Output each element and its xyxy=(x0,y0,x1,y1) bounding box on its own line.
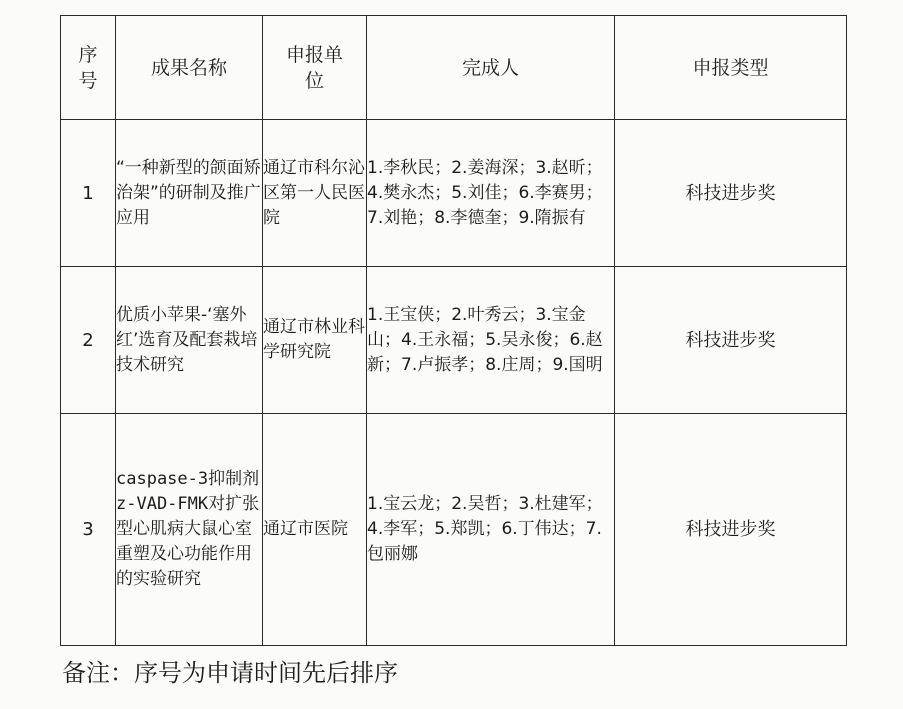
table-row xyxy=(61,267,847,414)
award-type: 科技进步奖 xyxy=(615,267,847,414)
row-index: 2 xyxy=(61,267,116,414)
header-row xyxy=(61,16,847,120)
award-table xyxy=(60,15,847,646)
reporting-unit: 通辽市科尔沁区第一人民医院 xyxy=(263,120,367,267)
reporting-unit: 通辽市医院 xyxy=(263,414,367,646)
reporting-unit: 通辽市林业科学研究院 xyxy=(263,267,367,414)
contributors: 1.王宝侠；2.叶秀云；3.宝金山；4.王永福；5.吴永俊；6.赵新；7.卢振孝；8.庄周；9.国明 xyxy=(367,267,615,414)
contributors: 1.李秋民；2.姜海深；3.赵昕；4.樊永杰；5.刘佳；6.李赛男；7.刘艳；8.李德奎；9.隋振有 xyxy=(367,120,615,267)
table-row xyxy=(61,414,847,646)
contributors: 1.宝云龙；2.吴哲；3.杜建军；4.李军；5.郑凯；6.丁伟达；7.包丽娜 xyxy=(367,414,615,646)
header-people: 完成人 xyxy=(367,16,615,120)
header-index: 序 号 xyxy=(61,16,116,120)
achievement-name: caspase-3抑制剂z-VAD-FMK对扩张型心肌病大鼠心室重塑及心功能作用的实验研究 xyxy=(116,414,263,646)
achievement-name: 优质小苹果-‘塞外红’选育及配套栽培技术研究 xyxy=(116,267,263,414)
award-type: 科技进步奖 xyxy=(615,120,847,267)
header-unit: 申报单 位 xyxy=(263,16,367,120)
footnote: 备注：序号为申请时间先后排序 xyxy=(62,659,398,687)
header-name: 成果名称 xyxy=(116,16,263,120)
award-type: 科技进步奖 xyxy=(615,414,847,646)
achievement-name: “一种新型的颌面矫治架”的研制及推广应用 xyxy=(116,120,263,267)
row-index: 3 xyxy=(61,414,116,646)
row-index: 1 xyxy=(61,120,116,267)
header-type: 申报类型 xyxy=(615,16,847,120)
table-row xyxy=(61,120,847,267)
